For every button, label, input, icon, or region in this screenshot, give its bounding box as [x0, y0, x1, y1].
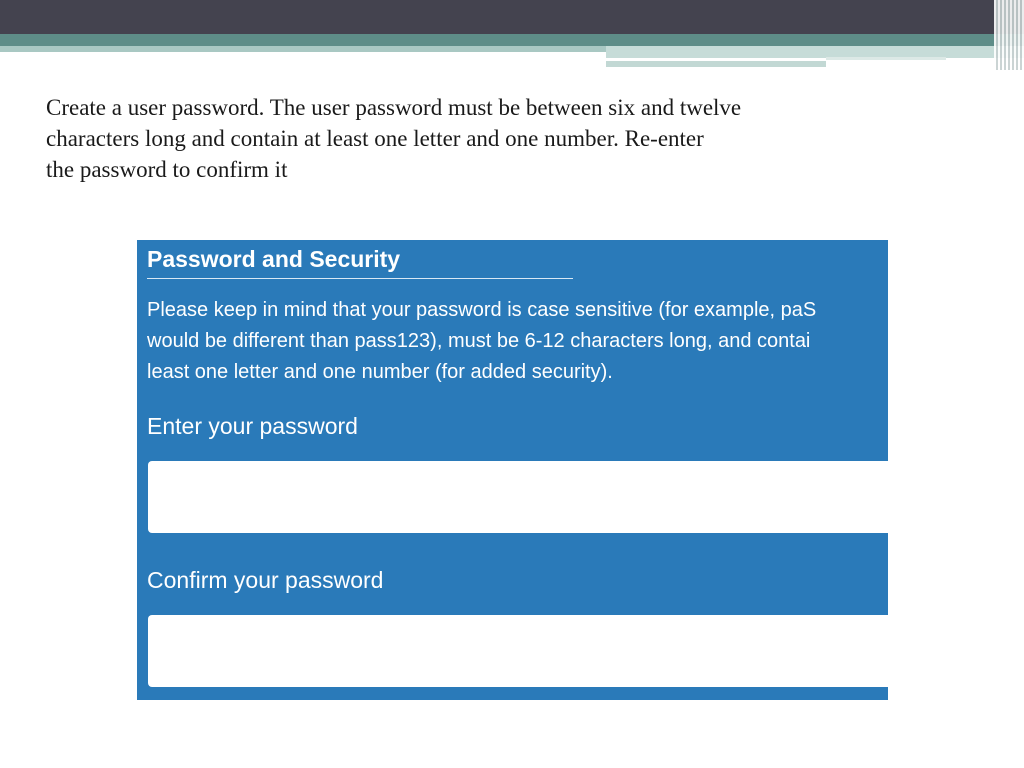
- header-accent-line-thin: [826, 57, 946, 60]
- password-security-panel: [137, 240, 888, 700]
- header-band-teal: [0, 34, 1024, 46]
- password-label: Enter your password: [147, 413, 358, 439]
- header-band-dark: [0, 0, 1024, 34]
- header-band-teal-light-left: [0, 46, 606, 52]
- note-line: Please keep in mind that your password is case sensitive (for example, paS: [147, 299, 817, 321]
- header-accent-line: [606, 61, 826, 67]
- header-band-teal-light-right: [606, 46, 1024, 58]
- instruction-line: characters long and contain at least one letter and one number. Re-enter: [46, 126, 704, 151]
- password-input[interactable]: [148, 461, 888, 533]
- corner-stripes-decoration: [994, 0, 1024, 70]
- note-line: least one letter and one number (for added security).: [147, 361, 613, 383]
- instruction-line: the password to confirm it: [46, 157, 288, 182]
- instruction-line: Create a user password. The user password must be between six and twelve: [46, 95, 742, 120]
- panel-title: Password and Security: [147, 246, 401, 272]
- note-line: would be different than pass123), must be 6-12 characters long, and contai: [147, 330, 811, 352]
- confirm-password-input[interactable]: [148, 615, 888, 687]
- instruction-text: [46, 92, 916, 185]
- password-requirements-note: [147, 295, 888, 388]
- panel-title-divider: [147, 278, 573, 279]
- confirm-password-label: Confirm your password: [147, 567, 384, 593]
